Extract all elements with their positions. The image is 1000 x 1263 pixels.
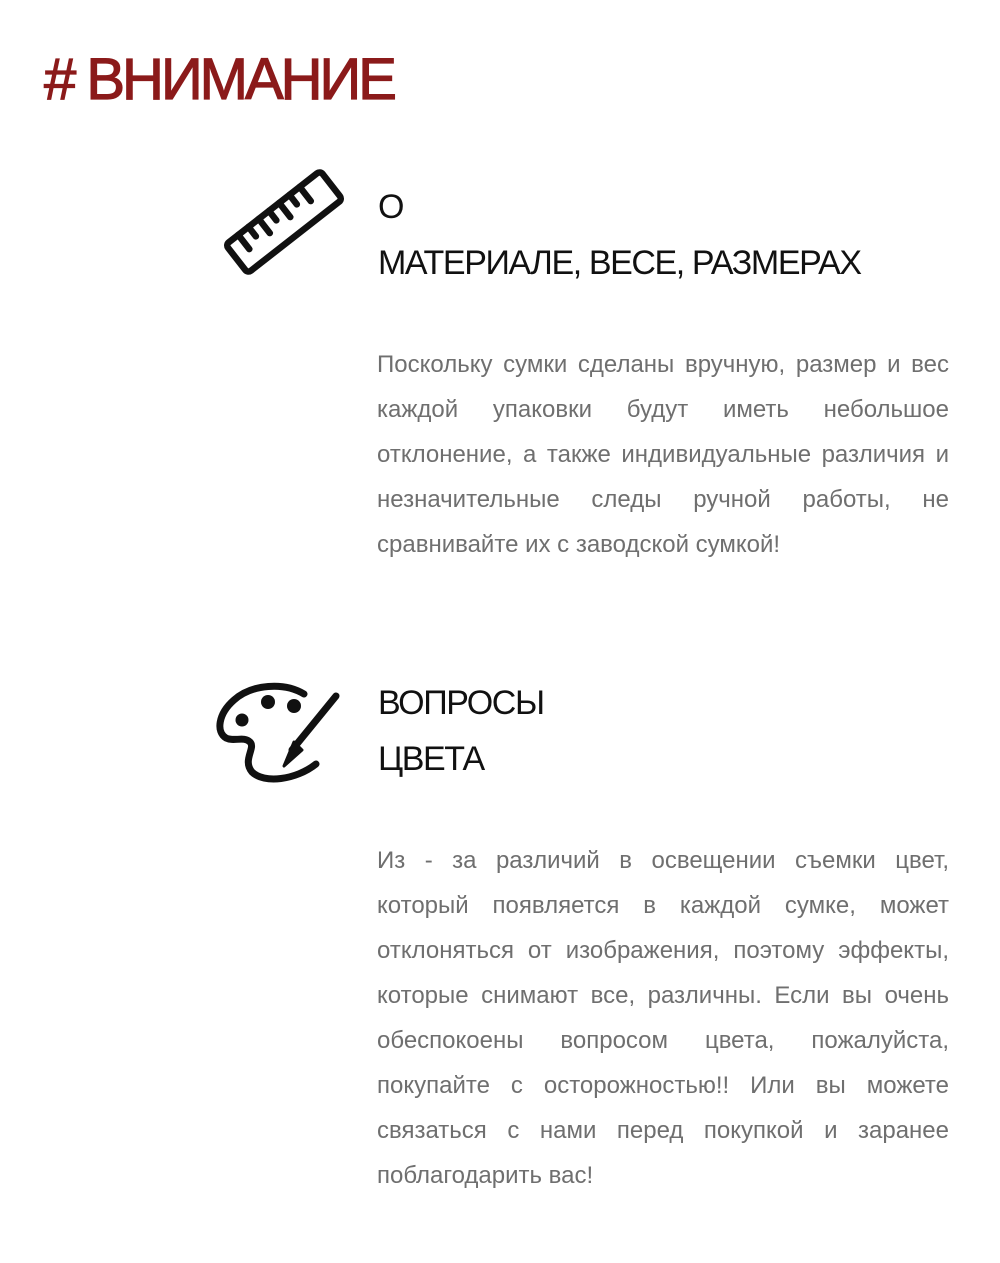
- palette-icon: [212, 680, 348, 788]
- page-title: # ВНИМАНИЕ: [44, 47, 394, 112]
- section-heading-material: [378, 179, 861, 291]
- section-heading-line1: О: [378, 188, 404, 226]
- section-heading-line1: ВОПРОСЫ: [378, 684, 544, 722]
- section-heading-color: [378, 675, 544, 787]
- section-heading-line2: МАТЕРИАЛЕ, ВЕСЕ, РАЗМЕРАХ: [378, 244, 861, 282]
- section-heading-line2: ЦВЕТА: [378, 740, 484, 778]
- ruler-icon: [220, 160, 348, 284]
- section-text-color: Из - за различий в освещении съемки цвет, который появляется в каждой сумке, может отклоняться от изображения, поэтому эффекты, которые снимают все, различны. Если вы очень обеспокоены вопросом цвета, пожалуйста, покупайте с осторожностью!! Или вы можете связаться с нами перед покупкой и заранее поблагодарить вас!: [377, 847, 949, 1189]
- section-text-material: Поскольку сумки сделаны вручную, размер и вес каждой упаковки будут иметь небольшое отклонение, а также индивидуальные различия и незначительные следы ручной работы, не сравнивайте их с заводской сумкой!: [377, 351, 949, 558]
